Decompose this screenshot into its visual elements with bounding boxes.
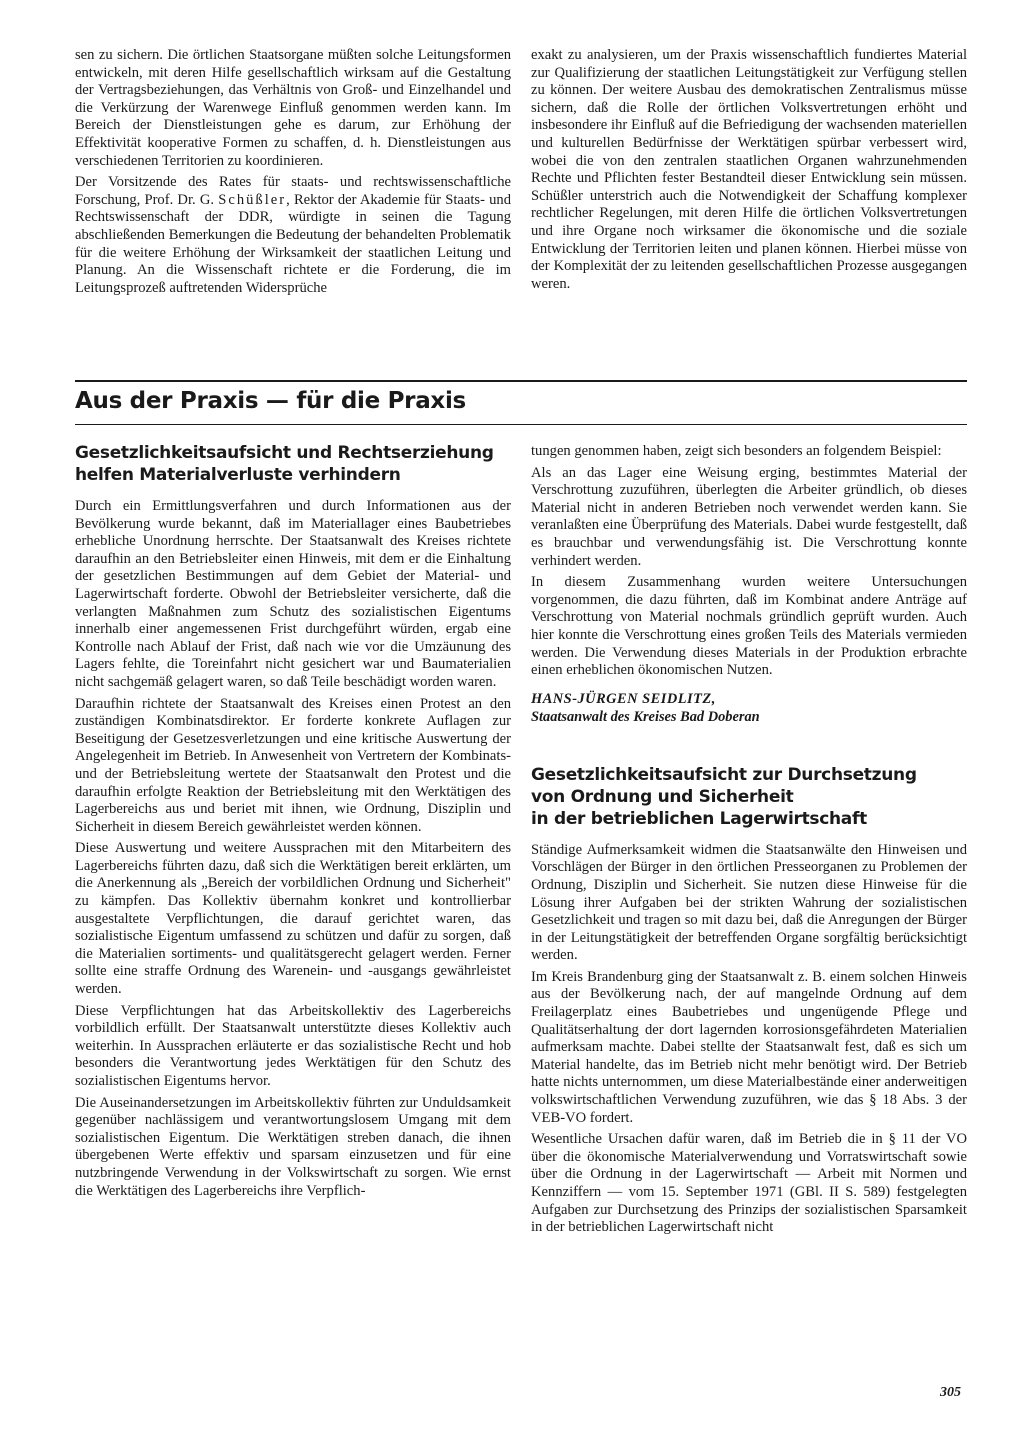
- person-name: Schüßler: [218, 191, 287, 208]
- article2-title-line: von Ordnung und Sicherheit: [531, 786, 794, 807]
- author-role: Staatsanwalt des Kreises Bad Doberan: [531, 708, 760, 725]
- continuation-paragraph: sen zu sichern. Die örtlichen Staatsorgane müßten solche Leitungsformen entwickeln, mit deren Hilfe gesellschaftlich wirksam auf die Gestaltung der Vertragsbeziehungen, das Verhältnis von Groß- und Einzelhandel und die Verkürzung der Warenwege Einfluß genommen werden kann. Im Bereich der Dienstleistungen gehe es darum, zur Erhöhung der Effektivität kooperative Formen zu schaffen, d. h. Dienstleistungen aus verschiedenen Territorien zu koordinieren.: [75, 47, 511, 169]
- article1-paragraph: Die Auseinandersetzungen im Arbeitskollektiv führten zur Unduldsamkeit gegenüber nachlässigem und verantwortungslosem Umgang mit dem sozialistischen Eigentum. Die Werktätigen streben danach, die ihnen übergebenen Werte effektiv und sparsam einzusetzen und für eine nutzbringende Verwendung in der Volkswirtschaft zu sorgen. Wie ernst die Werktätigen des Lagerbereichs ihre Verpflich-: [75, 1094, 511, 1199]
- article1-title-line: Gesetzlichkeitsaufsicht und Rechtserziehung: [75, 443, 494, 463]
- article1-paragraph: Daraufhin richtete der Staatsanwalt des Kreises einen Protest an den zuständigen Kombinatsdirektor. Er forderte konkrete Auflagen zur Beseitigung der Gesetzesverletzungen und eine kritische Auswertung der Angelegenheit im Betrieb. In Anwesenheit von Vertretern der Kombinats- und der Betriebsleitung wertete der Staatsanwalt den Protest und die daraufhin erfolgte Reaktion der Betriebsleitung mit den Werktätigen des Lagerbereichs aus und beriet mit ihnen, wie Ordnung, Disziplin und Sicherheit in diesem Bereich gewährleistet werden können.: [75, 695, 511, 835]
- author-name: HANS-JÜRGEN SEIDLITZ,: [531, 690, 716, 707]
- continuation-left-column: [75, 47, 511, 301]
- continuation-paragraph: [75, 174, 511, 297]
- article2-title-line: Gesetzlichkeitsaufsicht zur Durchsetzung: [531, 764, 917, 785]
- article2: [531, 764, 967, 1237]
- article2-title: [531, 764, 967, 830]
- page-number: 305: [940, 1385, 961, 1400]
- paragraph-text: Der Vorsitzende des Rates für staats- und rechtswissenschaftliche Forschung, Prof. Dr. G.: [75, 174, 511, 208]
- paragraph-text: , Rektor der Akademie für Staats- und Rechtswissenschaft der DDR, würdigte in seinen die Tagung abschließenden Bemerkungen die Bedeutung der behandelten Problematik für die weitere Erhöhung der Wirksamkeit der staatlichen Leitung und Planung. An die Wissenschaft richtete er die Forderung, die im Leitungsprozeß auftretenden Widersprüche: [75, 191, 512, 296]
- section-top-rule: [75, 380, 967, 382]
- section-heading: Aus der Praxis — für die Praxis: [75, 388, 466, 414]
- article1-title-line: helfen Materialverluste verhindern: [75, 465, 401, 485]
- article1-paragraph: Diese Verpflichtungen hat das Arbeitskollektiv des Lagerbereichs vorbildlich erfüllt. Der Staatsanwalt unterstützte dieses Kollektiv auch weiterhin. In Aussprachen erläuterte er das sozialistische Recht und hob besonders die Verantwortung jedes Werktätigen für den Schutz des sozialistischen Eigentums hervor.: [75, 1002, 511, 1089]
- article1-paragraph: Als an das Lager eine Weisung erging, bestimmtes Material der Verschrottung zuzuführen, überlegten die Arbeiter gründlich, ob dieses Material nicht in anderen Betrieben noch verwendet werden kann. Sie veranlaßten eine Überprüfung des Materials. Dabei wurde festgestellt, daß es brauchbar und verwendungsfähig ist. Die Verschrottung konnte verhindert werden.: [531, 464, 967, 569]
- article2-paragraph: Wesentliche Ursachen dafür waren, daß im Betrieb die in § 11 der VO über die ökonomische Materialverwendung und Vorratswirtschaft sowie über die Ordnung in der Lagerwirtschaft — Arbeit mit Normen und Kennziffern — vom 15. September 1971 (GBl. II S. 589) festgelegten Aufgaben zur Durchsetzung des Prinzips der sozialistischen Sparsamkeit in der betrieblichen Lagerwirtschaft nicht: [531, 1131, 967, 1236]
- continuation-right-column: [531, 47, 967, 297]
- article1-paragraph: Durch ein Ermittlungsverfahren und durch Informationen aus der Bevölkerung wurde bekannt, daß im Materiallager eines Baubetriebes erhebliche Unordnung herrschte. Der Staatsanwalt des Kreises richtete daraufhin an den Betriebsleiter einen Hinweis, mit dem er die Einhaltung der gesetzlichen Bestimmungen auf dem Gebiet der Material- und Lagerwirtschaft forderte. Obwohl der Betriebsleiter versicherte, daß die verlangten Maßnahmen zum Schutz des sozialistischen Eigentums innerhalb einer angemessenen Frist durchgeführt würden, ergab eine Kontrolle nach Ablauf der Frist, daß nach wie vor die Umzäunung des Lagers fehlte, die Toreinfahrt nicht gesichert war und Baumaterialien nicht sachgemäß gelagert waren, so daß Teile beschädigt worden waren.: [75, 498, 511, 690]
- article2-paragraph: Ständige Aufmerksamkeit widmen die Staatsanwälte den Hinweisen und Vorschlägen der Bürger in den örtlichen Presseorganen zu Problemen der Ordnung, Disziplin und Sicherheit. Sie nutzen diese Hinweise für die Lösung ihrer Aufgaben bei der strikten Wahrung der sozialistischen Gesetzlichkeit und tragen so mit dazu bei, daß die Anregungen der Bürger in der Leitungstätigkeit der betreffenden Organe sorgfältig berücksichtigt werden.: [531, 841, 967, 964]
- article2-paragraph: Im Kreis Brandenburg ging der Staatsanwalt z. B. einem solchen Hinweis aus der Bevölkerung nach, der auf mangelnde Ordnung auf dem Freilagerplatz eines Baubetriebes und ungenügende Pflege und Qualitätserhaltung der dort lagernden korrosionsgefährdeten Materialien aufmerksam machte. Dabei stellte der Staatsanwalt fest, daß es sich um Material handelte, das im Betrieb nicht mehr benötigt wird. Der Betrieb hatte nichts unternommen, um diese Materialbestände einer anderweitigen volkswirtschaftlichen Verwendung zuzuführen, wie das § 18 Abs. 3 der VEB-VO fordert.: [531, 968, 967, 1126]
- article1-paragraph: Diese Auswertung und weitere Aussprachen mit den Mitarbeitern des Lagerbereichs führten dazu, daß sich die Werktätigen bereit erklärten, um die Anerkennung als „Bereich der vorbildlichen Ordnung und Sicherheit" zu kämpfen. Das Kollektiv übernahm konkret und kontrollierbar ausgestaltete Verpflichtungen, die darauf gerichtet waren, das sozialistische Eigentum umfassend zu schützen und dafür zu sorgen, daß die Materialien sortiments- und qualitätsgerecht gelagert werden. Ferner sollte eine straffe Ordnung des Warenein- und -ausgangs gewährleistet werden.: [75, 840, 511, 998]
- continuation-paragraph: exakt zu analysieren, um der Praxis wissenschaftlich fundiertes Material zur Qualifizierung der staatlichen Leitungstätigkeit zur Verfügung stellen zu können. Der weitere Ausbau des demokratischen Zentralismus müsse sichern, daß die Rolle der örtlichen Volksvertretungen erhöht und insbesondere ihr Einfluß auf die Befriedigung der wachsenden materiellen und kulturellen Bedürfnisse der Werktätigen spürbar verbessert wird, wobei die von den zentralen staatlichen Organen wahrzunehmenden Rechte und Pflichten fester Bestandteil dieser Entwicklung sein müssen. Schüßler unterstrich auch die Notwendigkeit der Schaffung komplexer rechtlicher Regelungen, mit deren Hilfe die örtlichen Volksvertretungen und ihre Organe noch wirksamer die ökonomische und die soziale Entwicklung der Territorien leiten und planen können. Hierbei müsse von der Komplexität der zu leitenden gesellschaftlichen Prozesse ausgegangen weren.: [531, 47, 967, 292]
- article1-title: [75, 442, 511, 486]
- section-bottom-rule: [75, 424, 967, 425]
- article1-paragraph: In diesem Zusammenhang wurden weitere Untersuchungen vorgenommen, die dazu führten, daß im Kombinat andere Anträge auf Verschrottung von Material nochmals gründlich geprüft wurden. Auch hier konnte die Verschrottung eines großen Teils des Materials vermieden werden. Die Verwendung dieses Materials in der Produktion erbrachte einen erheblichen ökonomischen Nutzen.: [531, 574, 967, 679]
- article2-title-line: in der betrieblichen Lagerwirtschaft: [531, 808, 867, 829]
- article1-paragraph: tungen genommen haben, zeigt sich besonders an folgendem Beispiel:: [531, 443, 942, 459]
- article1-left-column: [75, 442, 511, 1204]
- right-column: [531, 443, 967, 1241]
- article1-author: [531, 690, 967, 726]
